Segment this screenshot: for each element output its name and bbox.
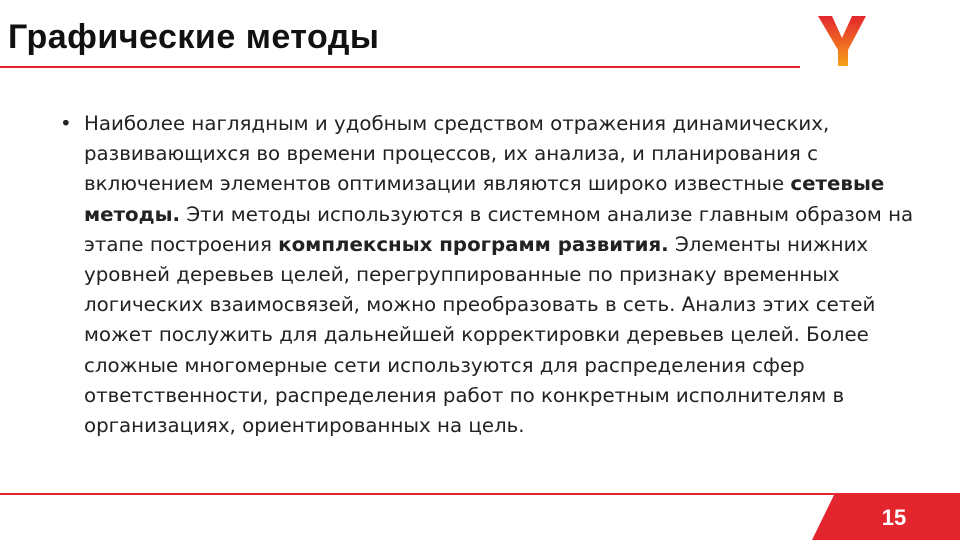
- bold-term-development-programs: комплексных программ развития.: [278, 232, 669, 256]
- body-text: [60, 109, 940, 441]
- bullet-item: [60, 109, 940, 441]
- y-shaped-university-logo-icon: [812, 14, 876, 70]
- text-part-2: Эти методы используются в системном анализе главным образом на этапе построения: [84, 202, 914, 256]
- footer-divider: [0, 493, 960, 495]
- page-number: 15: [881, 505, 907, 530]
- slide-title: Графические методы: [8, 18, 380, 56]
- bullet-paragraph: [84, 109, 940, 441]
- text-part-3: Элементы нижних уровней деревьев целей, перегруппированные по признаку временных логических взаимосвязей, можно преобразовать в сеть. Анализ этих сетей может послужить для дальнейшей корректировки деревьев целей. Более сложные многомерные сети используются для распределения сфер ответственности, распределения работ по конкретным исполнителям в организациях, ориентированных на цель.: [84, 232, 876, 438]
- text-part-1: Наиболее наглядным и удобным средством отражения динамических, развивающихся во времени процессов, их анализа, и планирования с включением элементов оптимизации являются широко известные: [84, 112, 830, 196]
- bold-term-network-methods: сетевые методы.: [84, 172, 885, 226]
- title-divider: [0, 66, 800, 68]
- bullet-marker: •: [60, 112, 72, 135]
